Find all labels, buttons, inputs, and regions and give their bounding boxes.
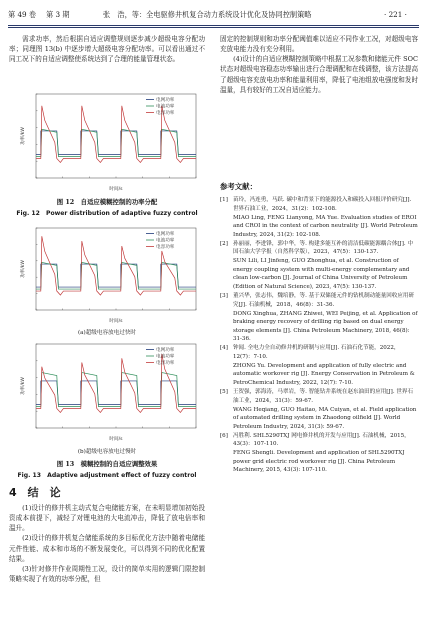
- header-rule-thin: [8, 27, 419, 28]
- fig13b-chart: [20, 340, 200, 442]
- legend-battery-power: 电池功率: [156, 354, 175, 360]
- x-axis-label: 时间/s: [109, 319, 123, 324]
- header-rule: [8, 25, 419, 26]
- fig12-chart: [20, 90, 200, 192]
- journal-volume: 第 49 卷: [8, 10, 37, 19]
- y-axis-label: 功率/kW: [21, 260, 26, 278]
- fig13a-plot: [20, 224, 200, 324]
- paragraph: 需求功率，然后根据自适应调整规则逐步减少超级电容分配功率；同理图 13(b) 中逐步增大超级电容分配功率。可以看出通过不同工况下的自适应调整使系统达到了合理的能量管理状态。: [9, 35, 205, 64]
- paragraph: (3)针对修井作业周期性工况，设计的简单实用的逻辑门限控制策略实现了有效的功率分配，但: [9, 564, 205, 584]
- fig12-plot: [20, 90, 200, 192]
- fig12-caption-en: Fig. 12 Power distribution of adaptive fuzzy control: [16, 210, 198, 217]
- reference-item: [3] 董兴华，张志伟，魏培静，等. 基于双储能元件的钻机制动能量回收应用研究[J]. 石油机械，2018，46(8)：31-36.: [220, 293, 415, 308]
- page-number: · 221 ·: [384, 10, 407, 19]
- fig13a-subcaption: (a)超级电容放电过快时: [77, 330, 137, 336]
- fig13b-plot: [20, 340, 200, 442]
- reference-item: [5] 王贺强，郭海涛，马翠岩，等. 智能钻井系统在赵东油田的应用[J]. 世界石油工业，2024，31(3)：59-67.: [220, 389, 414, 404]
- legend-battery-power: 电池功率: [156, 238, 175, 244]
- reference-item: [2] 孙丽丽，李进锋，郭中华，等. 构建多能互补的清洁低碳能源耦合体[J]. 中国石油大学学报（自然科学版），2023，47(5)：130-137.: [220, 240, 414, 256]
- running-title: 张 浩，等：全电驱修井机复合动力系统设计优化及协同控制策略: [103, 10, 312, 19]
- series-grid-power: [36, 264, 196, 287]
- fig13-caption-en: Fig. 13 Adaptive adjustment effect of fuzzy control: [17, 472, 197, 479]
- legend-battery-power: 电池功率: [156, 104, 175, 110]
- legend-grid-power: 电网功率: [156, 348, 175, 353]
- series-battery-power: [36, 262, 196, 289]
- fig13a-chart: [20, 224, 200, 324]
- reference-list: [220, 196, 418, 476]
- references-title: 参考文献：: [220, 182, 257, 191]
- reference-item: FENG Shengli. Development and application of SHL5290TXJ power grid electric rod workover rig [J]. China Petroleum Machinery, 2015, 43(3): 107-110.: [233, 450, 405, 474]
- paragraph: (2)设计的修井机复合储能系统的多目标优化方法中随着电储能元件性能、成本和市场的不断发展变化，可以得到不同的优化配置结果。: [9, 534, 205, 563]
- reference-item: [1] 苗玲，冯连勇，马跃. 碳中和背景下的能源投入和碳投入回报评价研究[J]. 世界石油工业，2024，31(2)：102-108.: [220, 197, 412, 212]
- reference-item: SUN Lili, LI Jinfeng, GUO Zhonghua, et al. Construction of energy coupling system with multi-energy complementary and clean low-carbon [J]. Journal of China University of Petroleum (Edition of Natural Science), 2023, 47(5): 130-137.: [233, 258, 410, 290]
- reference-item: [4] 钟闻. 全电力全自动修井机的研制与应用[J]. 石油石化节能，2022，12(7)：7-10.: [220, 345, 400, 360]
- legend-capacitor-power: 电容功率: [156, 111, 175, 116]
- paragraph: 固定的控制规则和功率分配阈值难以适应不同作业工况，对超级电容充放电能力没有充分利用。: [220, 35, 418, 54]
- legend-capacitor-power: 电容功率: [156, 361, 175, 366]
- fig12-caption-cn: 图 12 自适应模糊控制的功率分配: [56, 198, 158, 206]
- page-header: [0, 0, 427, 27]
- fig13-caption-cn: 图 13 模糊控制的自适应调整效果: [56, 460, 158, 468]
- left-intro: [9, 34, 205, 64]
- legend-grid-power: 电网功率: [156, 232, 175, 237]
- x-axis-label: 时间/s: [109, 187, 123, 192]
- x-axis-label: 时间/s: [109, 437, 123, 442]
- series-grid-power: [36, 381, 196, 405]
- series-grid-power: [36, 131, 196, 155]
- journal-issue: 第 3 期: [46, 10, 70, 19]
- y-axis-label: 功率/kW: [21, 127, 26, 145]
- reference-item: WANG Heqiang, GUO Haitao, MA Cuiyan, et al. Field application of automated drilling system in Zhaodong oilfield [J]. World Petroleum Industry, 2024, 31(3): 59-67.: [233, 406, 417, 430]
- section-title: 4 结 论: [9, 486, 61, 499]
- reference-item: DONG Xinghua, ZHANG Zhiwei, WEI Peijing, et al. Application of braking energy recovery of drilling rig based on dual energy storage elements [J]. China Petroleum Machinery, 2018, 46(8): 31-36.: [233, 310, 418, 343]
- y-axis-label: 功率/kW: [21, 377, 26, 395]
- reference-item: [6] 冯胜利. SHL5290TXJ 网电修井机的开发与应用[J]. 石油机械，2015，43(3)：107-110.: [220, 432, 410, 448]
- reference-item: MIAO Ling, FENG Lianyong, MA Yue. Evaluation studies of EROI and CROI in the context of carbon neutrality [J]. World Petroleum Industry, 2024, 31(2): 102-108.: [233, 214, 418, 238]
- reference-item: ZHONG Yu. Development and application of fully electric and automatic workover rig [J]. Energy Conservation in Petroleum & PetroChemical Industry, 2022, 12(7): 7-10.: [233, 362, 415, 386]
- legend-capacitor-power: 电容功率: [156, 245, 175, 250]
- series-battery-power: [36, 129, 196, 156]
- conclusions: [9, 503, 205, 584]
- paragraph: (1)设计的修井机主动式复合电储能方案，在未明显增加初始投资成本前提下，减轻了对锂电池的大电流冲击，降低了放电倍率和温升。: [9, 504, 205, 533]
- fig13b-subcaption: (b)超级电容放电过慢时: [77, 449, 137, 455]
- series-battery-power: [36, 373, 196, 407]
- paragraph: (4)设计的自适应模糊控制策略中根据工况参数和储能元件 SOC 状态对超级电容稳态功率输出进行合理调配和在线调整，该方法提高了超级电容充放电功率和能量利用率，降低了电池组放电强度和发时温量，具有较好的工况自适应能力。: [220, 55, 418, 94]
- right-intro: [220, 34, 418, 95]
- legend-grid-power: 电网功率: [156, 98, 175, 103]
